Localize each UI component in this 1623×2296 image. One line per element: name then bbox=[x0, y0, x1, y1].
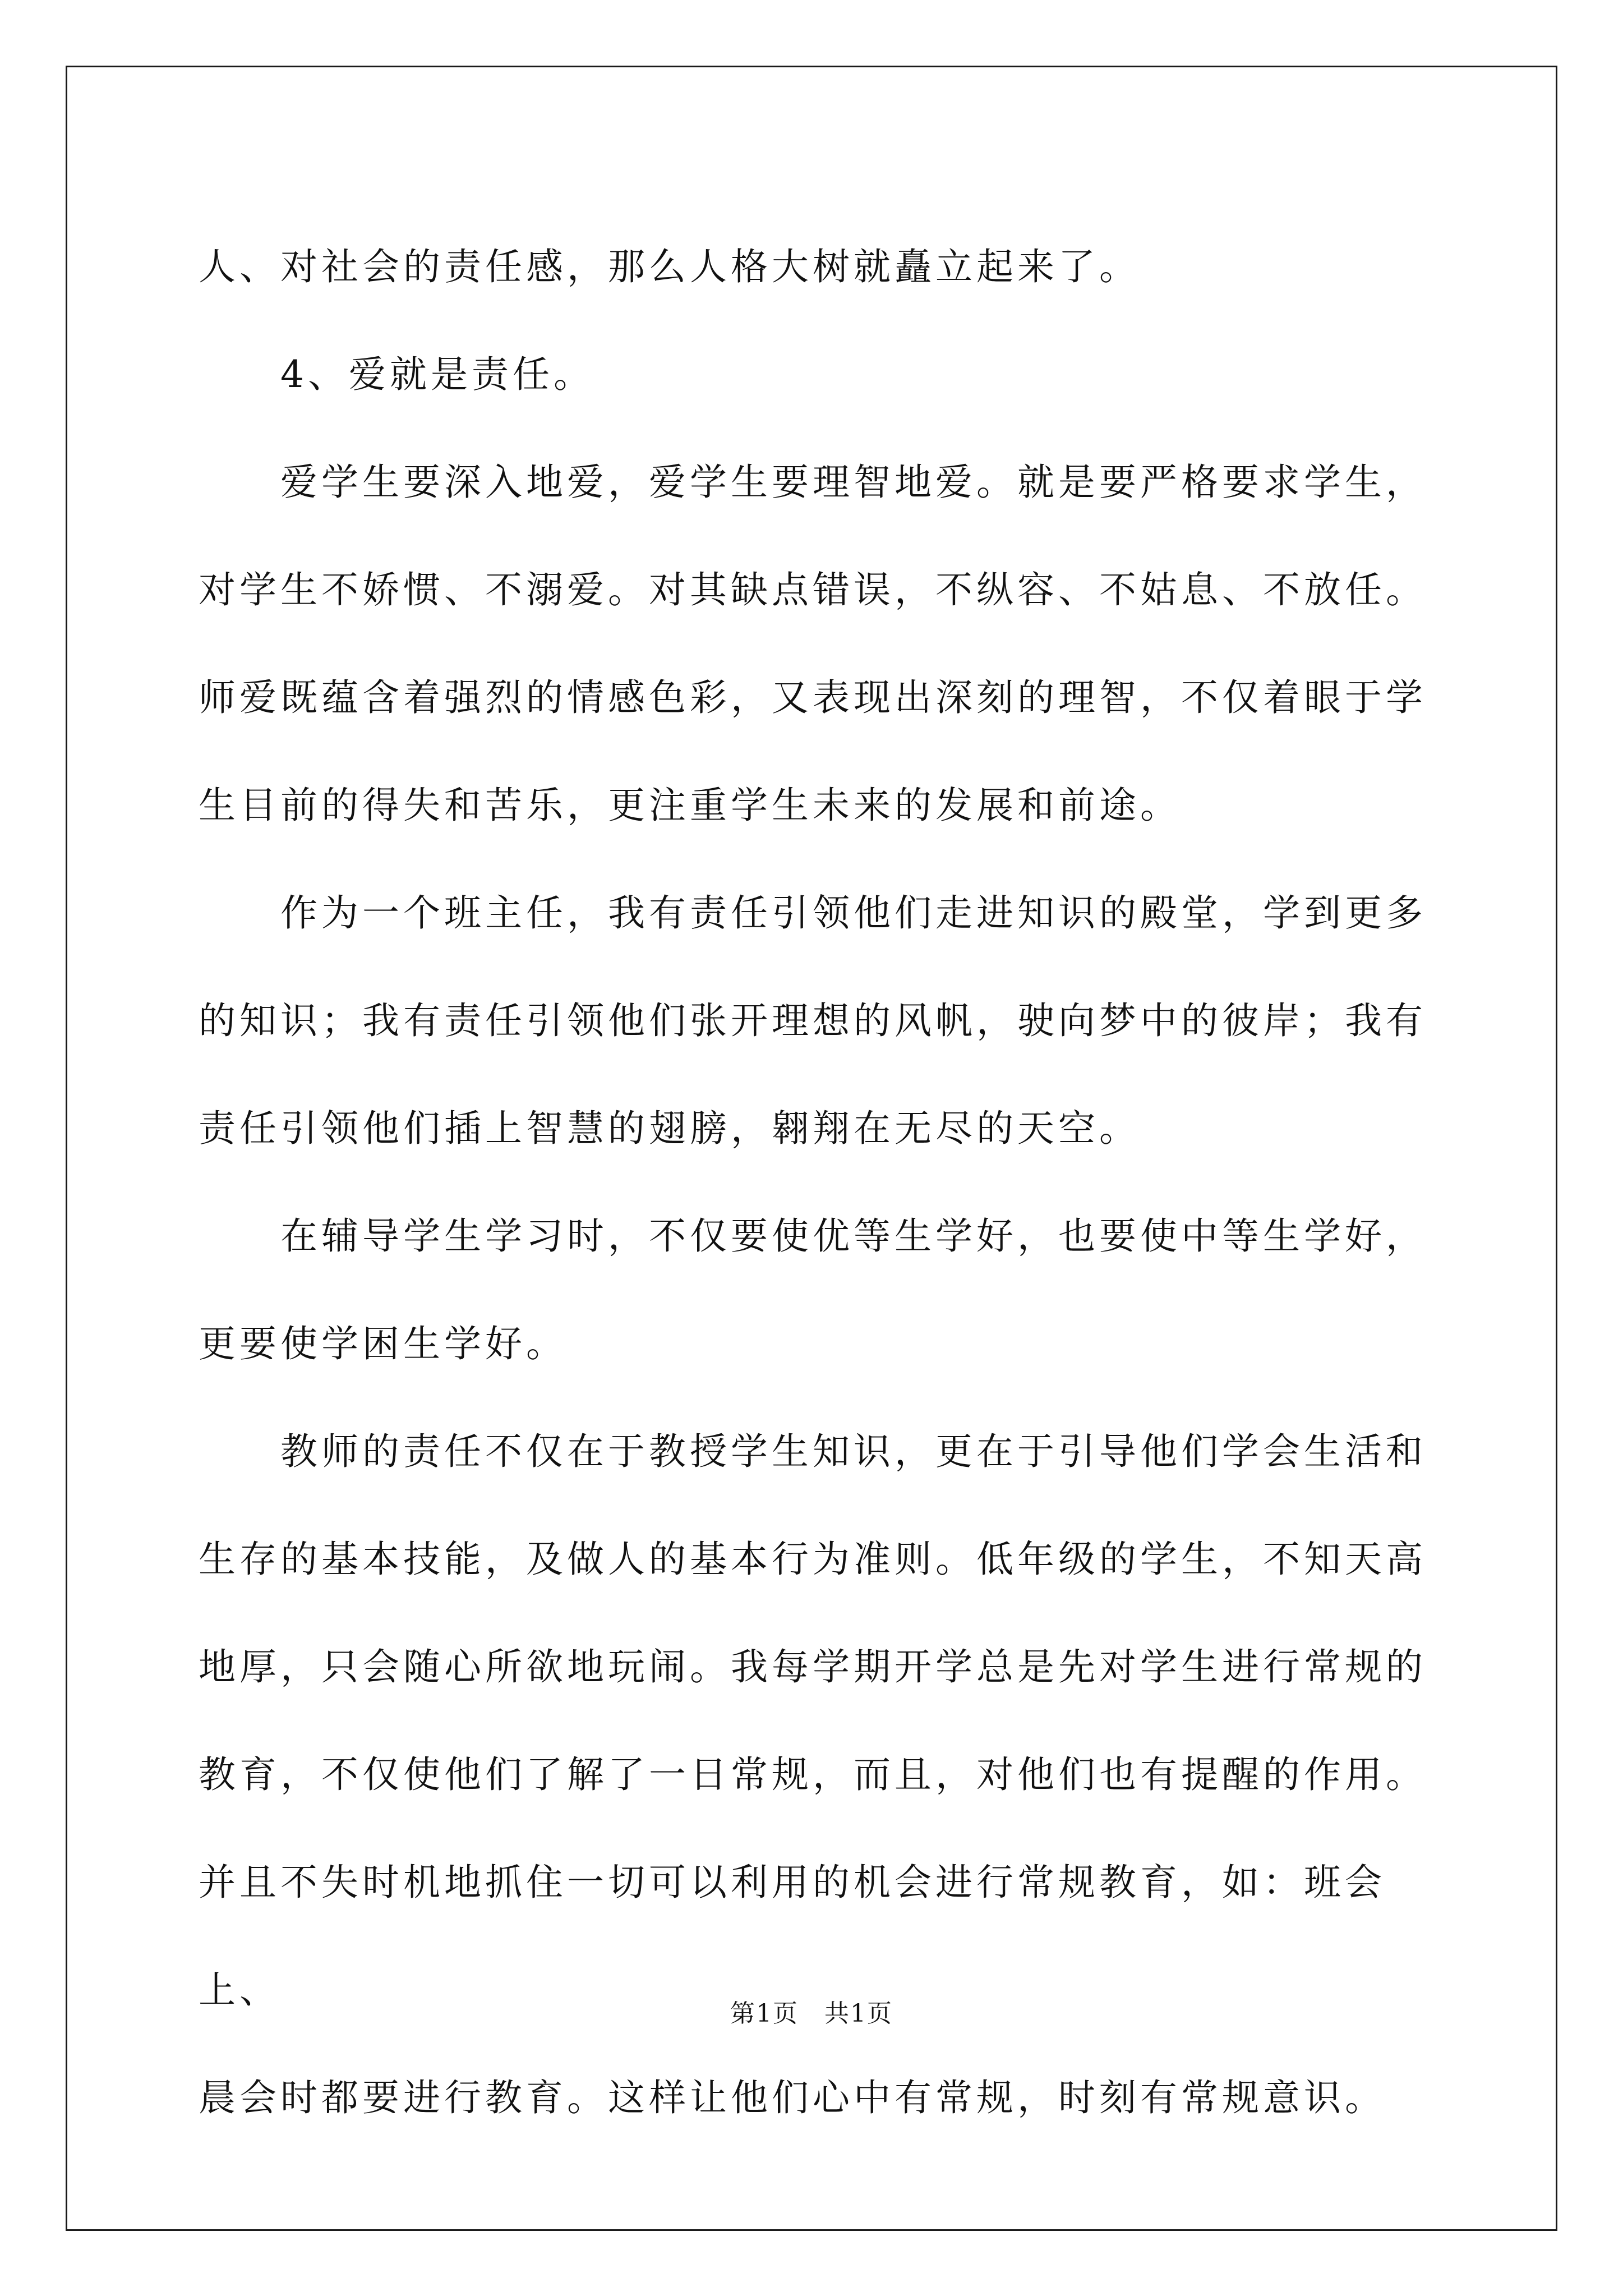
text-line-3: 爱学生要深入地爱，爱学生要理智地爱。就是要严格要求学生， bbox=[280, 461, 1427, 504]
text-line-6: 生目前的得失和苦乐，更注重学生未来的发展和前途。 bbox=[199, 784, 1181, 827]
text-line-13: 生存的基本技能，及做人的基本行为准则。低年级的学生，不知天高 bbox=[199, 1538, 1427, 1581]
text-line-2: 4、爱就是责任。 bbox=[280, 353, 594, 396]
page-number-footer: 第1页 共1页 bbox=[730, 1999, 893, 2028]
document-body bbox=[199, 213, 1438, 2152]
text-line-4: 对学生不娇惯、不溺爱。对其缺点错误，不纵容、不姑息、不放任。 bbox=[199, 568, 1427, 611]
text-line-5: 师爱既蕴含着强烈的情感色彩，又表现出深刻的理智，不仅着眼于学 bbox=[199, 676, 1427, 719]
text-line-7: 作为一个班主任，我有责任引领他们走进知识的殿堂，学到更多 bbox=[280, 891, 1427, 935]
text-line-16: 并且不失时机地抓住一切可以利用的机会进行常规教育，如：班会上、 bbox=[199, 1861, 1386, 2012]
text-line-11: 更要使学困生学好。 bbox=[199, 1322, 567, 1365]
text-line-15: 教育，不仅使他们了解了一日常规，而且，对他们也有提醒的作用。 bbox=[199, 1753, 1427, 1796]
text-line-14: 地厚，只会随心所欲地玩闹。我每学期开学总是先对学生进行常规的 bbox=[199, 1645, 1427, 1688]
text-line-9: 责任引领他们插上智慧的翅膀，翱翔在无尽的天空。 bbox=[199, 1107, 1140, 1150]
text-line-17: 晨会时都要进行教育。这样让他们心中有常规，时刻有常规意识。 bbox=[199, 2076, 1386, 2119]
text-line-10: 在辅导学生学习时，不仅要使优等生学好，也要使中等生学好， bbox=[280, 1214, 1427, 1258]
text-line-8: 的知识；我有责任引领他们张开理想的风帆，驶向梦中的彼岸；我有 bbox=[199, 999, 1427, 1042]
text-line-12: 教师的责任不仅在于教授学生知识，更在于引导他们学会生活和 bbox=[280, 1430, 1427, 1473]
text-line-1: 人、对社会的责任感，那么人格大树就矗立起来了。 bbox=[199, 245, 1140, 288]
